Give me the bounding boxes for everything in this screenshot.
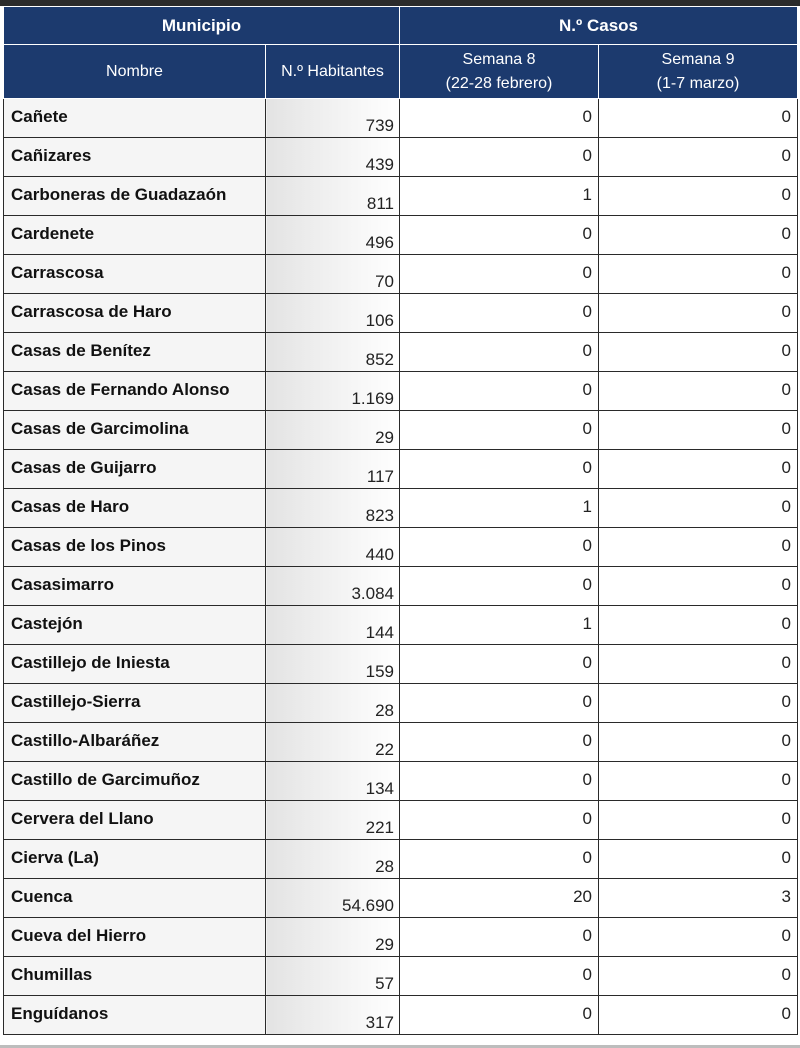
municipio-name: Casas de los Pinos	[4, 528, 266, 567]
semana-9-cases: 0	[599, 255, 798, 294]
header-semana-8-title: Semana 8	[462, 50, 536, 68]
table-row	[4, 762, 798, 801]
semana-9-cases: 0	[599, 723, 798, 762]
municipio-name: Cardenete	[4, 216, 266, 255]
habitantes-value: 1.169	[266, 372, 400, 411]
habitantes-value: 22	[266, 723, 400, 762]
semana-9-cases: 0	[599, 606, 798, 645]
semana-8-cases: 0	[400, 918, 599, 957]
semana-9-cases: 0	[599, 567, 798, 606]
habitantes-value: 117	[266, 450, 400, 489]
semana-9-cases: 0	[599, 333, 798, 372]
semana-8-cases: 0	[400, 567, 599, 606]
habitantes-value: 852	[266, 333, 400, 372]
table-row	[4, 255, 798, 294]
semana-9-cases: 0	[599, 294, 798, 333]
habitantes-value: 106	[266, 294, 400, 333]
table-row	[4, 489, 798, 528]
municipio-name: Enguídanos	[4, 996, 266, 1035]
table-row	[4, 411, 798, 450]
habitantes-value: 3.084	[266, 567, 400, 606]
semana-8-cases: 0	[400, 255, 599, 294]
header-semana-9-dates: (1-7 marzo)	[656, 74, 740, 92]
semana-9-cases: 0	[599, 957, 798, 996]
semana-9-cases: 0	[599, 216, 798, 255]
habitantes-value: 134	[266, 762, 400, 801]
header-municipio: Municipio	[4, 7, 400, 45]
habitantes-value: 54.690	[266, 879, 400, 918]
semana-9-cases: 0	[599, 762, 798, 801]
header-casos: N.º Casos	[400, 7, 798, 45]
semana-8-cases: 0	[400, 801, 599, 840]
municipio-name: Carboneras de Guadazaón	[4, 177, 266, 216]
municipio-name: Cervera del Llano	[4, 801, 266, 840]
municipio-name: Cañete	[4, 99, 266, 138]
habitantes-value: 144	[266, 606, 400, 645]
municipio-name: Cueva del Hierro	[4, 918, 266, 957]
municipio-name: Casas de Garcimolina	[4, 411, 266, 450]
semana-8-cases: 1	[400, 606, 599, 645]
semana-8-cases: 0	[400, 996, 599, 1035]
semana-9-cases: 0	[599, 177, 798, 216]
table-row	[4, 216, 798, 255]
semana-8-cases: 0	[400, 333, 599, 372]
semana-9-cases: 0	[599, 528, 798, 567]
habitantes-value: 29	[266, 411, 400, 450]
table-row	[4, 879, 798, 918]
municipio-name: Casas de Haro	[4, 489, 266, 528]
habitantes-value: 739	[266, 99, 400, 138]
semana-8-cases: 0	[400, 645, 599, 684]
table-header	[4, 7, 798, 99]
municipio-name: Castillejo de Iniesta	[4, 645, 266, 684]
semana-8-cases: 0	[400, 723, 599, 762]
semana-9-cases: 0	[599, 801, 798, 840]
municipio-name: Cuenca	[4, 879, 266, 918]
table-row	[4, 801, 798, 840]
habitantes-value: 317	[266, 996, 400, 1035]
habitantes-value: 57	[266, 957, 400, 996]
habitantes-value: 811	[266, 177, 400, 216]
table-row	[4, 372, 798, 411]
semana-9-cases: 0	[599, 489, 798, 528]
table-row	[4, 918, 798, 957]
semana-8-cases: 0	[400, 138, 599, 177]
table-row	[4, 723, 798, 762]
semana-8-cases: 0	[400, 528, 599, 567]
municipio-name: Casasimarro	[4, 567, 266, 606]
header-semana-8	[400, 45, 599, 99]
cases-table	[3, 6, 798, 1035]
semana-8-cases: 1	[400, 177, 599, 216]
header-semana-9	[599, 45, 798, 99]
municipio-name: Castillejo-Sierra	[4, 684, 266, 723]
habitantes-value: 823	[266, 489, 400, 528]
habitantes-value: 70	[266, 255, 400, 294]
header-nombre: Nombre	[4, 45, 266, 99]
table-row	[4, 684, 798, 723]
table-row	[4, 996, 798, 1035]
semana-8-cases: 0	[400, 372, 599, 411]
header-habitantes: N.º Habitantes	[266, 45, 400, 99]
semana-8-cases: 0	[400, 294, 599, 333]
semana-9-cases: 3	[599, 879, 798, 918]
semana-9-cases: 0	[599, 645, 798, 684]
table-row	[4, 606, 798, 645]
semana-9-cases: 0	[599, 450, 798, 489]
header-row-columns	[4, 45, 798, 99]
municipio-name: Casas de Guijarro	[4, 450, 266, 489]
header-semana-8-dates: (22-28 febrero)	[445, 74, 553, 92]
municipio-name: Casas de Fernando Alonso	[4, 372, 266, 411]
semana-8-cases: 0	[400, 216, 599, 255]
table-row	[4, 138, 798, 177]
habitantes-value: 159	[266, 645, 400, 684]
table-row	[4, 840, 798, 879]
semana-8-cases: 0	[400, 840, 599, 879]
table-row	[4, 957, 798, 996]
habitantes-value: 221	[266, 801, 400, 840]
semana-9-cases: 0	[599, 99, 798, 138]
header-semana-9-title: Semana 9	[661, 50, 735, 68]
habitantes-value: 28	[266, 684, 400, 723]
semana-9-cases: 0	[599, 411, 798, 450]
header-row-group	[4, 7, 798, 45]
semana-9-cases: 0	[599, 684, 798, 723]
habitantes-value: 440	[266, 528, 400, 567]
semana-9-cases: 0	[599, 918, 798, 957]
table-row	[4, 333, 798, 372]
semana-8-cases: 0	[400, 762, 599, 801]
table-row	[4, 528, 798, 567]
table-row	[4, 177, 798, 216]
municipio-name: Casas de Benítez	[4, 333, 266, 372]
municipio-name: Castillo de Garcimuñoz	[4, 762, 266, 801]
table-row	[4, 567, 798, 606]
municipio-name: Carrascosa	[4, 255, 266, 294]
semana-8-cases: 0	[400, 684, 599, 723]
municipio-name: Castillo-Albaráñez	[4, 723, 266, 762]
table-row	[4, 645, 798, 684]
municipio-name: Cierva (La)	[4, 840, 266, 879]
municipio-name: Carrascosa de Haro	[4, 294, 266, 333]
table-row	[4, 450, 798, 489]
municipio-name: Cañizares	[4, 138, 266, 177]
semana-8-cases: 0	[400, 99, 599, 138]
semana-9-cases: 0	[599, 840, 798, 879]
semana-8-cases: 0	[400, 450, 599, 489]
habitantes-value: 29	[266, 918, 400, 957]
habitantes-value: 28	[266, 840, 400, 879]
municipio-name: Chumillas	[4, 957, 266, 996]
municipio-name: Castejón	[4, 606, 266, 645]
table-body	[4, 99, 798, 1035]
semana-8-cases: 1	[400, 489, 599, 528]
table-row	[4, 99, 798, 138]
semana-9-cases: 0	[599, 372, 798, 411]
habitantes-value: 496	[266, 216, 400, 255]
table-row	[4, 294, 798, 333]
semana-8-cases: 0	[400, 957, 599, 996]
habitantes-value: 439	[266, 138, 400, 177]
semana-9-cases: 0	[599, 138, 798, 177]
semana-9-cases: 0	[599, 996, 798, 1035]
semana-8-cases: 0	[400, 411, 599, 450]
semana-8-cases: 20	[400, 879, 599, 918]
